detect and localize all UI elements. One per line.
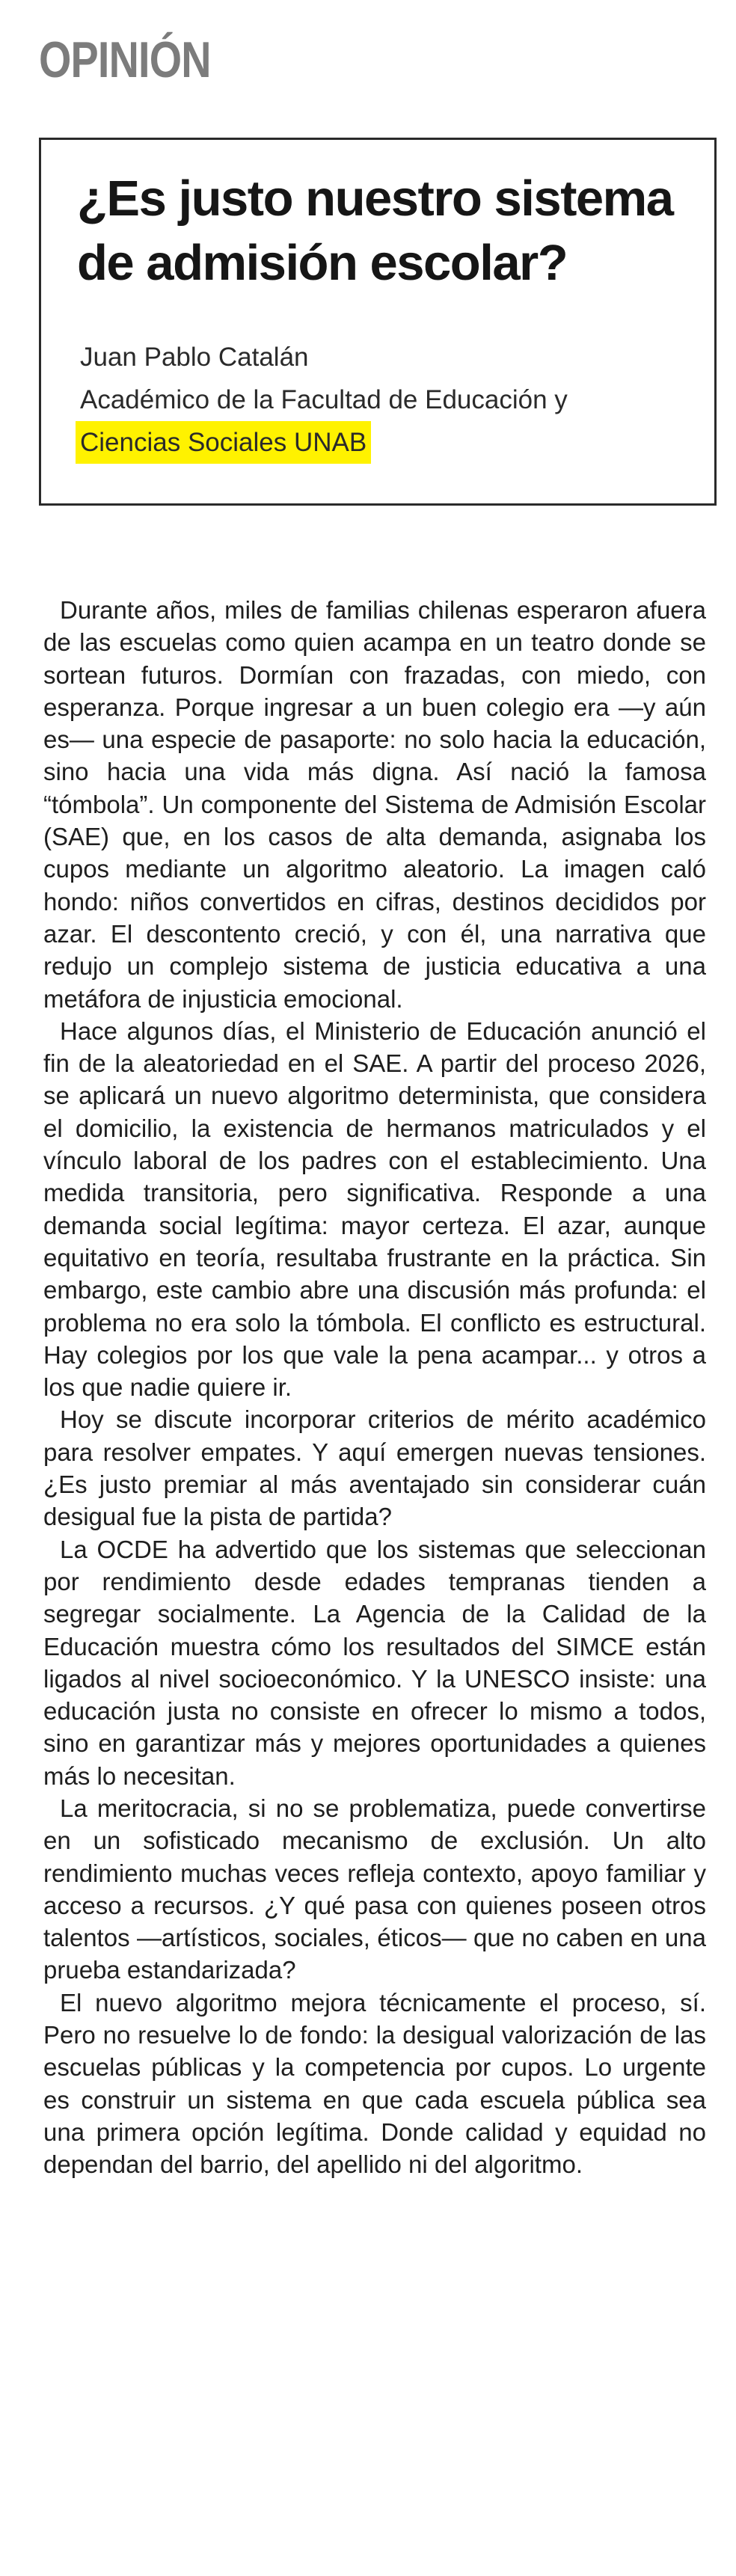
headline-box	[39, 138, 717, 506]
author-role-line-2-highlighted: Ciencias Sociales UNAB	[76, 421, 371, 464]
article-paragraph: La OCDE ha advertido que los sistemas que seleccionan por rendimiento desde edades tempranas tienden a segregar socialmente. La Agencia de la Calidad de la Educación muestra cómo los resultados del SIMCE están ligados al nivel socioeconómico. Y la UNESCO insiste: una educación justa no consiste en ofrecer lo mismo a todos, sino en garantizar más y mejores oportunidades a quienes más lo necesitan.	[43, 1535, 706, 1790]
article-paragraph: Hoy se discute incorporar criterios de mérito académico para resolver empates. Y aquí emergen nuevas tensiones. ¿Es justo premiar al más aventajado sin considerar cuán desigual fue la pista de partida?	[43, 1405, 706, 1531]
author-role-line-1: Académico de la Facultad de Educación y	[80, 385, 568, 414]
article-paragraph: Hace algunos días, el Ministerio de Educación anunció el fin de la aleatoriedad en el SAE. A partir del proceso 2026, se aplicará un nuevo algoritmo determinista, que considera el domicilio, la existencia de hermanos matriculados y el vínculo laboral de los padres con el establecimiento. Una medida transitoria, pero significativa. Responde a una demanda social legítima: mayor certeza. El azar, aunque equitativo en teoría, resultaba frustrante en la práctica. Sin embargo, este cambio abre una discusión más profunda: el problema no era solo la tómbola. El conflicto es estructural. Hay colegios por los que vale la pena acampar... y otros a los que nadie quiere ir.	[43, 1016, 706, 1402]
article-title: ¿Es justo nuestro sistema de admisión escolar?	[77, 171, 673, 291]
author-name: Juan Pablo Catalán	[80, 343, 309, 372]
article-paragraph: Durante años, miles de familias chilenas esperaron afuera de las escuelas como quien acampa en un teatro donde se sortean futuros. Dormían con frazadas, con miedo, con esperanza. Porque ingresar a un buen colegio era —y aún es— una especie de pasaporte: no solo hacia la educación, sino hacia una vida más digna. Así nació la famosa “tómbola”. Un componente del Sistema de Admisión Escolar (SAE) que, en los casos de alta demanda, asignaba los cupos mediante un algoritmo aleatorio. La imagen caló hondo: niños convertidos en cifras, destinos decididos por azar. El descontento creció, y con él, una narrativa que redujo un complejo sistema de justicia educativa a una metáfora de injusticia emocional.	[43, 596, 706, 1013]
article-body	[43, 594, 706, 2181]
article-paragraph: El nuevo algoritmo mejora técnicamente el proceso, sí. Pero no resuelve lo de fondo: la desigual valorización de las escuelas públicas y la competencia por cupos. Lo urgente es construir un sistema en que cada escuela pública sea una primera opción legítima. Donde calidad y equidad no dependan del barrio, del apellido ni del algoritmo.	[43, 1988, 706, 2179]
byline	[80, 336, 708, 464]
section-label: OPINIÓN	[39, 31, 211, 88]
article-paragraph: La meritocracia, si no se problematiza, puede convertirse en un sofisticado mecanismo de exclusión. Un alto rendimiento muchas veces refleja contexto, apoyo familiar y acceso a recursos. ¿Y qué pasa con quienes poseen otros talentos —artísticos, sociales, éticos— que no caben en una prueba estandarizada?	[43, 1794, 706, 1984]
